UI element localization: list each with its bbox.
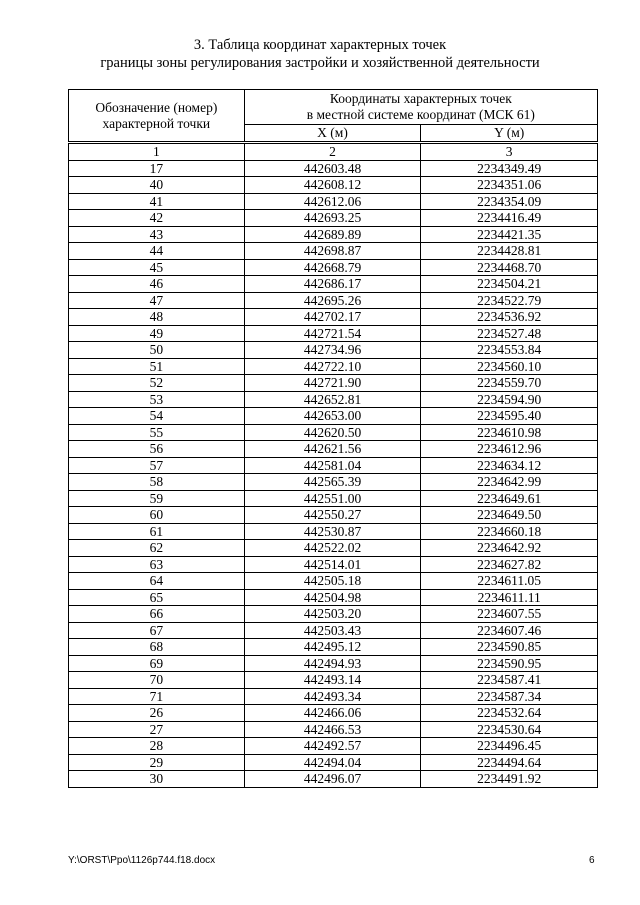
y-coordinate-cell: 2234532.64 (421, 705, 598, 722)
x-coordinate-cell: 442565.39 (244, 474, 421, 491)
point-number-cell: 56 (69, 441, 245, 458)
x-coordinate-cell: 442494.04 (244, 754, 421, 771)
x-coordinate-cell: 442612.06 (244, 193, 421, 210)
table-row (69, 474, 598, 491)
y-coordinate-cell: 2234610.98 (421, 424, 598, 441)
point-number-cell: 26 (69, 705, 245, 722)
document-title (0, 36, 640, 72)
table-row (69, 243, 598, 260)
y-coordinate-cell: 2234587.34 (421, 688, 598, 705)
table-row (69, 688, 598, 705)
x-coordinate-cell: 442721.54 (244, 325, 421, 342)
y-coordinate-cell: 2234627.82 (421, 556, 598, 573)
point-number-cell: 69 (69, 655, 245, 672)
table-row (69, 523, 598, 540)
table-row (69, 177, 598, 194)
point-number-cell: 28 (69, 738, 245, 755)
y-coordinate-cell: 2234354.09 (421, 193, 598, 210)
table-row (69, 226, 598, 243)
table-row (69, 424, 598, 441)
y-coordinate-cell: 2234611.05 (421, 573, 598, 590)
table-row (69, 639, 598, 656)
y-coordinate-cell: 2234536.92 (421, 309, 598, 326)
table-row (69, 193, 598, 210)
y-coordinate-cell: 2234491.92 (421, 771, 598, 788)
point-number-cell: 65 (69, 589, 245, 606)
point-number-cell: 55 (69, 424, 245, 441)
point-number-cell: 53 (69, 391, 245, 408)
x-coordinate-cell: 442603.48 (244, 160, 421, 177)
x-coordinate-cell: 442550.27 (244, 507, 421, 524)
column-index: 1 (69, 143, 245, 161)
y-coordinate-cell: 2234612.96 (421, 441, 598, 458)
point-number-cell: 66 (69, 606, 245, 623)
column-index: 2 (244, 143, 421, 161)
table-row (69, 375, 598, 392)
point-number-cell: 43 (69, 226, 245, 243)
x-coordinate-cell: 442494.93 (244, 655, 421, 672)
x-coordinate-cell: 442466.06 (244, 705, 421, 722)
title-line-2: границы зоны регулирования застройки и хозяйственной деятельности (100, 55, 540, 71)
point-number-cell: 42 (69, 210, 245, 227)
point-number-cell: 62 (69, 540, 245, 557)
y-coordinate-cell: 2234590.85 (421, 639, 598, 656)
table-row (69, 738, 598, 755)
table-row (69, 606, 598, 623)
x-coordinate-cell: 442722.10 (244, 358, 421, 375)
y-coordinate-cell: 2234594.90 (421, 391, 598, 408)
point-number-cell: 49 (69, 325, 245, 342)
x-coordinate-cell: 442668.79 (244, 259, 421, 276)
column-index-row (69, 143, 598, 161)
y-coordinate-cell: 2234496.45 (421, 738, 598, 755)
y-coordinate-cell: 2234504.21 (421, 276, 598, 293)
table-row (69, 160, 598, 177)
x-coordinate-cell: 442620.50 (244, 424, 421, 441)
y-coordinate-cell: 2234660.18 (421, 523, 598, 540)
x-coordinate-cell: 442522.02 (244, 540, 421, 557)
x-coordinate-cell: 442608.12 (244, 177, 421, 194)
y-coordinate-cell: 2234428.81 (421, 243, 598, 260)
x-coordinate-cell: 442689.89 (244, 226, 421, 243)
table-row (69, 721, 598, 738)
y-coordinate-cell: 2234634.12 (421, 457, 598, 474)
x-coordinate-cell: 442503.20 (244, 606, 421, 623)
y-coordinate-cell: 2234559.70 (421, 375, 598, 392)
point-number-cell: 50 (69, 342, 245, 359)
x-coordinate-cell: 442734.96 (244, 342, 421, 359)
table-row (69, 754, 598, 771)
point-number-cell: 45 (69, 259, 245, 276)
point-number-cell: 61 (69, 523, 245, 540)
point-number-cell: 51 (69, 358, 245, 375)
column-index: 3 (421, 143, 598, 161)
x-coordinate-cell: 442581.04 (244, 457, 421, 474)
point-number-cell: 60 (69, 507, 245, 524)
y-coordinate-cell: 2234527.48 (421, 325, 598, 342)
x-coordinate-cell: 442530.87 (244, 523, 421, 540)
point-number-cell: 71 (69, 688, 245, 705)
x-coordinate-cell: 442702.17 (244, 309, 421, 326)
y-coordinate-cell: 2234595.40 (421, 408, 598, 425)
table-row (69, 325, 598, 342)
table-row (69, 259, 598, 276)
table-row (69, 490, 598, 507)
y-coordinate-cell: 2234590.95 (421, 655, 598, 672)
y-coordinate-cell: 2234416.49 (421, 210, 598, 227)
table-row (69, 556, 598, 573)
y-coordinate-cell: 2234421.35 (421, 226, 598, 243)
y-coordinate-cell: 2234351.06 (421, 177, 598, 194)
point-number-cell: 54 (69, 408, 245, 425)
x-coordinate-cell: 442652.81 (244, 391, 421, 408)
point-number-cell: 29 (69, 754, 245, 771)
y-coordinate-cell: 2234522.79 (421, 292, 598, 309)
point-number-cell: 57 (69, 457, 245, 474)
x-coordinate-cell: 442695.26 (244, 292, 421, 309)
x-coordinate-cell: 442693.25 (244, 210, 421, 227)
point-number-cell: 17 (69, 160, 245, 177)
point-number-cell: 48 (69, 309, 245, 326)
x-coordinate-cell: 442493.14 (244, 672, 421, 689)
table-row (69, 771, 598, 788)
point-number-cell: 41 (69, 193, 245, 210)
page-number: 6 (589, 855, 595, 866)
point-number-header: Обозначение (номер) характерной точки (69, 90, 245, 143)
table-row (69, 622, 598, 639)
x-header: X (м) (244, 125, 421, 143)
y-coordinate-cell: 2234468.70 (421, 259, 598, 276)
x-coordinate-cell: 442504.98 (244, 589, 421, 606)
table-row (69, 589, 598, 606)
point-number-cell: 46 (69, 276, 245, 293)
table-row (69, 672, 598, 689)
table-row (69, 507, 598, 524)
title-line-1: 3. Таблица координат характерных точек (193, 37, 447, 53)
y-coordinate-cell: 2234494.64 (421, 754, 598, 771)
table-row (69, 573, 598, 590)
y-coordinate-cell: 2234611.11 (421, 589, 598, 606)
table-row (69, 309, 598, 326)
table-row (69, 342, 598, 359)
table-row (69, 408, 598, 425)
x-coordinate-cell: 442493.34 (244, 688, 421, 705)
table-row (69, 358, 598, 375)
coordinates-header: Координаты характерных точек в местной системе координат (МСК 61) (244, 90, 597, 125)
point-number-cell: 59 (69, 490, 245, 507)
table-row (69, 292, 598, 309)
y-coordinate-cell: 2234642.92 (421, 540, 598, 557)
table-row (69, 457, 598, 474)
point-number-cell: 68 (69, 639, 245, 656)
y-coordinate-cell: 2234649.50 (421, 507, 598, 524)
table-row (69, 655, 598, 672)
table-row (69, 391, 598, 408)
y-coordinate-cell: 2234607.55 (421, 606, 598, 623)
y-coordinate-cell: 2234553.84 (421, 342, 598, 359)
y-coordinate-cell: 2234530.64 (421, 721, 598, 738)
x-coordinate-cell: 442496.07 (244, 771, 421, 788)
x-coordinate-cell: 442621.56 (244, 441, 421, 458)
y-coordinate-cell: 2234587.41 (421, 672, 598, 689)
point-number-cell: 47 (69, 292, 245, 309)
x-coordinate-cell: 442495.12 (244, 639, 421, 656)
table-row (69, 540, 598, 557)
y-header: Y (м) (421, 125, 598, 143)
point-number-cell: 52 (69, 375, 245, 392)
x-coordinate-cell: 442514.01 (244, 556, 421, 573)
point-number-cell: 70 (69, 672, 245, 689)
point-number-cell: 30 (69, 771, 245, 788)
file-path: Y:\ORST\Ppo\1126p744.f18.docx (68, 855, 216, 866)
table-row (69, 441, 598, 458)
x-coordinate-cell: 442653.00 (244, 408, 421, 425)
x-coordinate-cell: 442505.18 (244, 573, 421, 590)
y-coordinate-cell: 2234607.46 (421, 622, 598, 639)
x-coordinate-cell: 442686.17 (244, 276, 421, 293)
y-coordinate-cell: 2234560.10 (421, 358, 598, 375)
coordinates-table (68, 89, 598, 788)
point-number-cell: 58 (69, 474, 245, 491)
point-number-cell: 27 (69, 721, 245, 738)
table-row (69, 210, 598, 227)
y-coordinate-cell: 2234349.49 (421, 160, 598, 177)
table-row (69, 276, 598, 293)
x-coordinate-cell: 442503.43 (244, 622, 421, 639)
point-number-cell: 67 (69, 622, 245, 639)
x-coordinate-cell: 442721.90 (244, 375, 421, 392)
point-number-cell: 64 (69, 573, 245, 590)
point-number-cell: 40 (69, 177, 245, 194)
y-coordinate-cell: 2234649.61 (421, 490, 598, 507)
x-coordinate-cell: 442466.53 (244, 721, 421, 738)
x-coordinate-cell: 442551.00 (244, 490, 421, 507)
point-number-cell: 44 (69, 243, 245, 260)
table-row (69, 705, 598, 722)
y-coordinate-cell: 2234642.99 (421, 474, 598, 491)
point-number-cell: 63 (69, 556, 245, 573)
x-coordinate-cell: 442698.87 (244, 243, 421, 260)
x-coordinate-cell: 442492.57 (244, 738, 421, 755)
